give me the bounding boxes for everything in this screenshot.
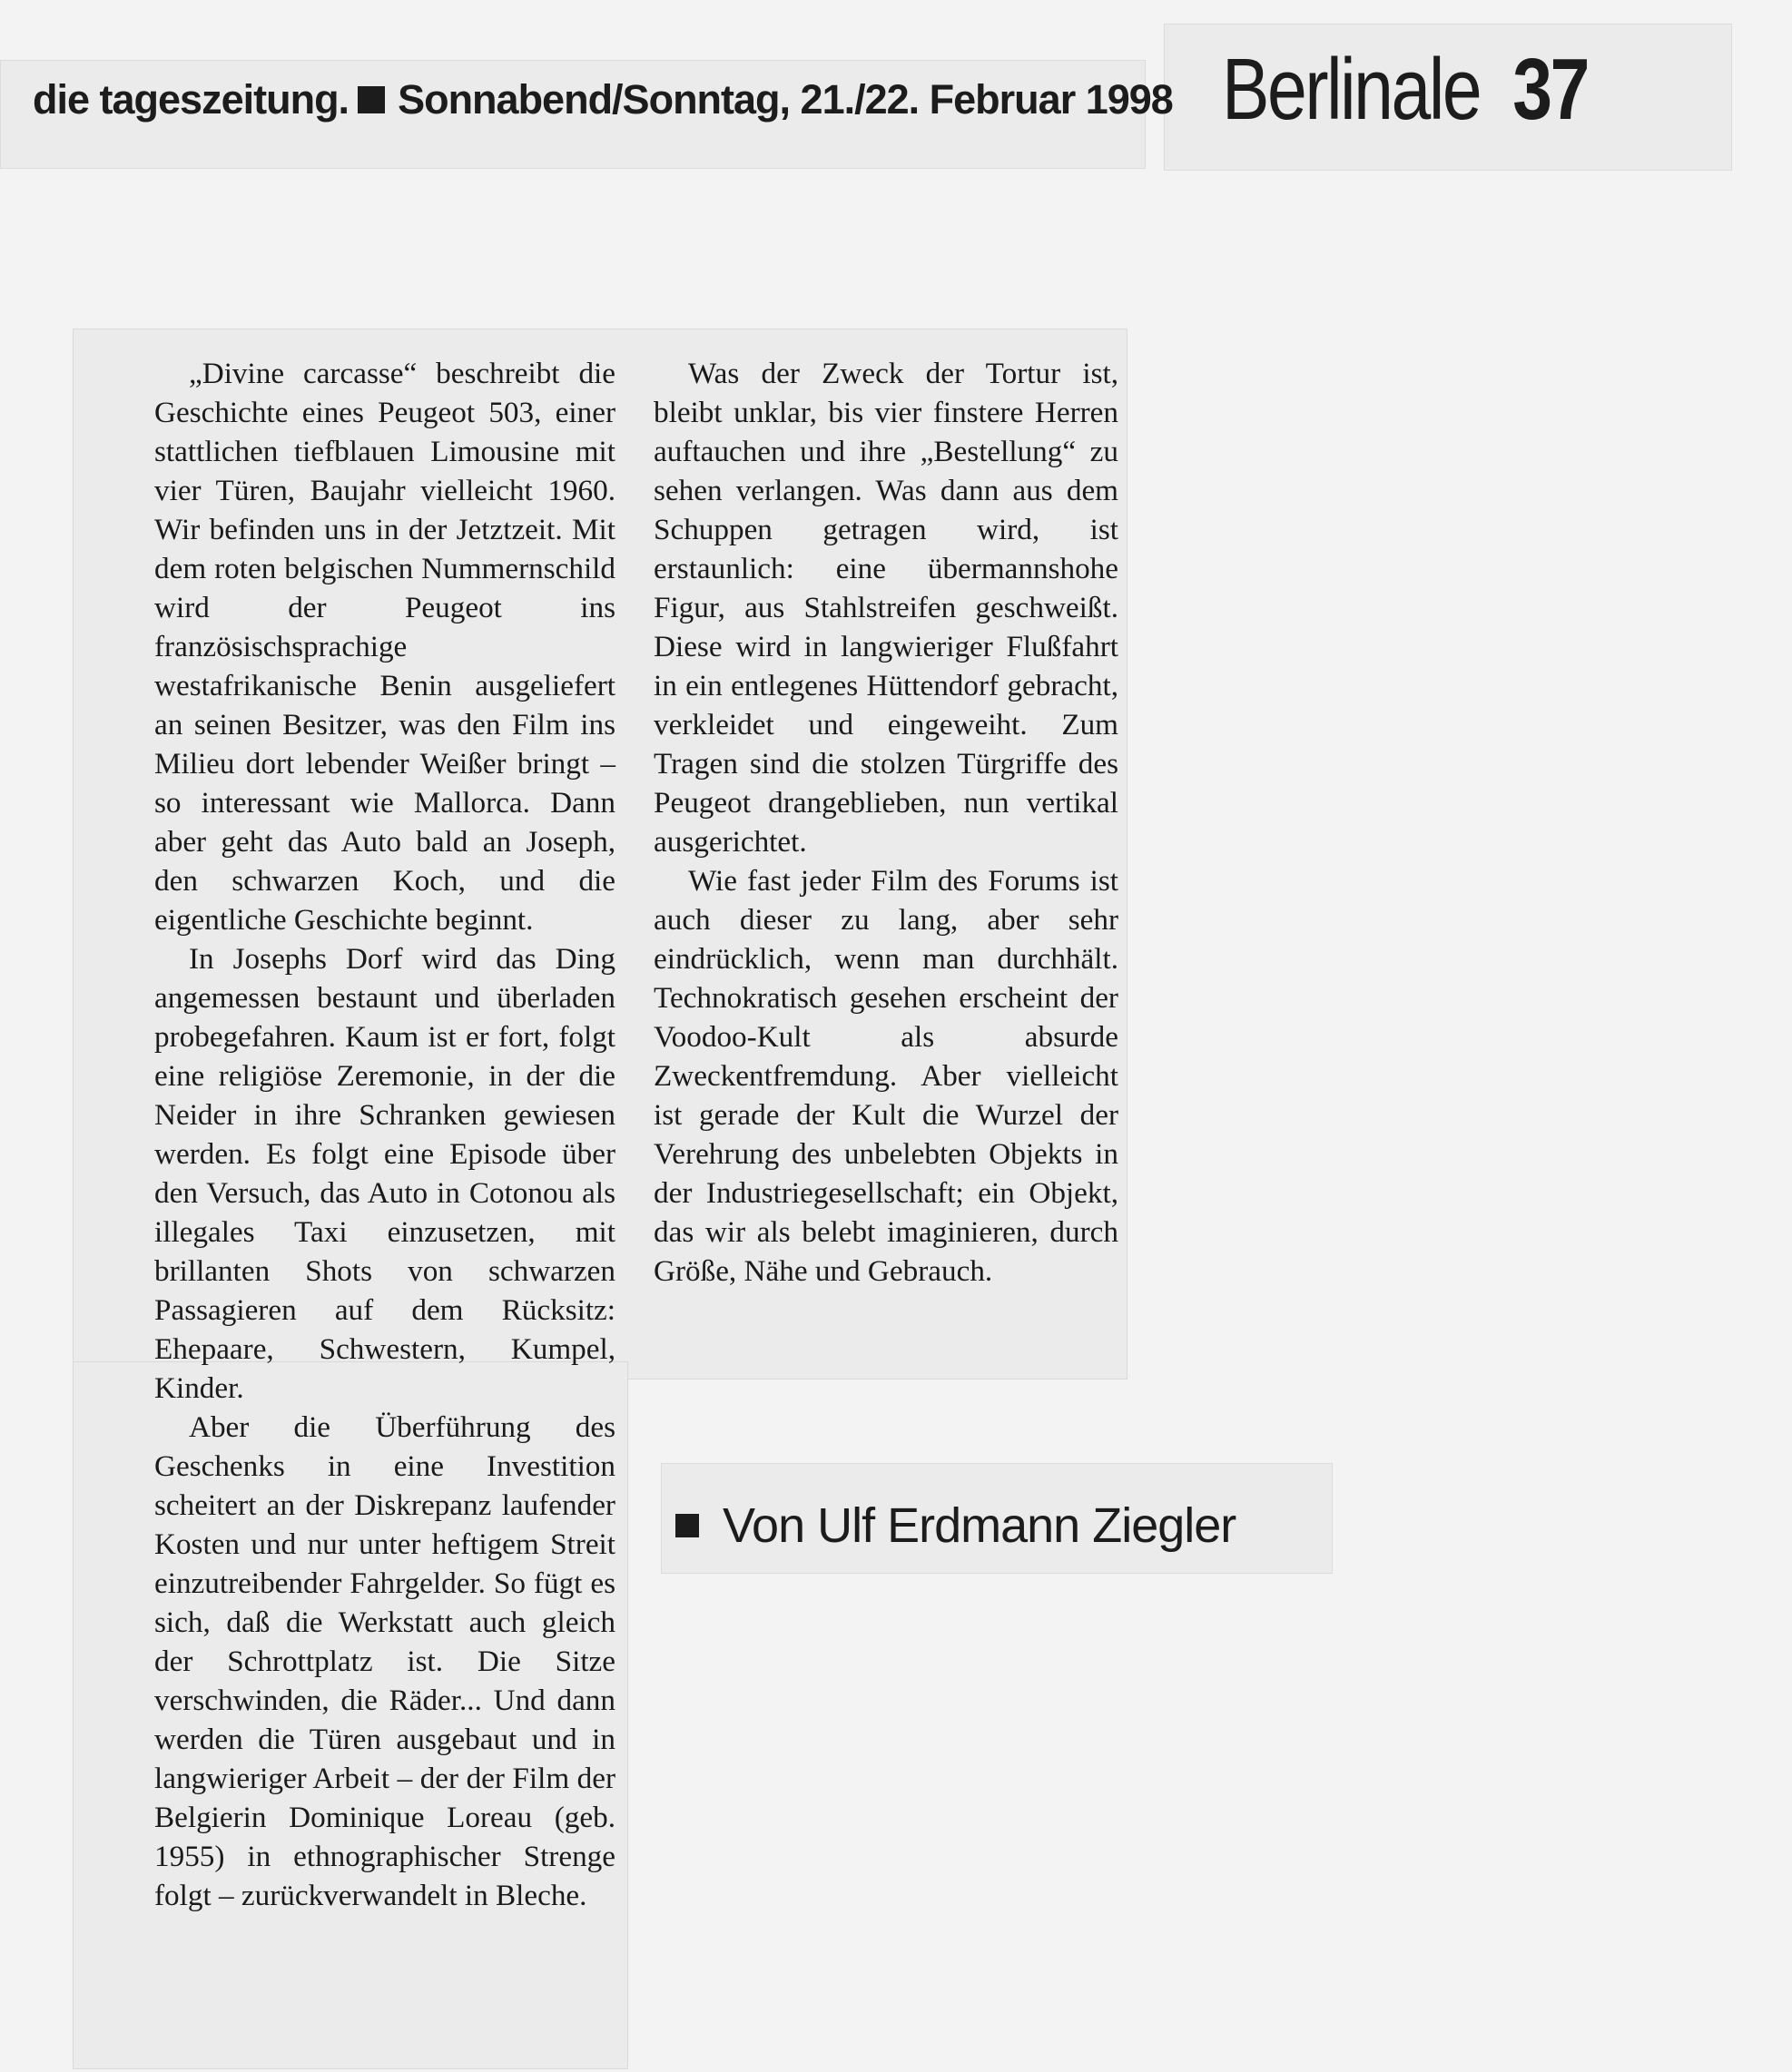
paragraph: In Josephs Dorf wird das Ding angemessen bestaunt und überladen probegefahren. Kaum ist er fort, folgt eine religiöse Zeremonie, in der die Neider in ihre Schranken gewiesen werden. Es folgt eine Episode über den Versuch, das Auto in Cotonou als illegales Taxi einzusetzen, mit brillanten Shots von schwarzen Passagieren auf dem Rücksitz: Ehepaare, Schwestern, Kumpel, Kinder. (154, 942, 615, 1405)
paragraph: Was der Zweck der Tortur ist, bleibt unklar, bis vier finstere Herren auftauchen und ihre „Bestellung“ zu sehen verlangen. Was dann aus dem Schuppen getragen wird, ist erstaunlich: eine übermannshohe Figur, aus Stahlstreifen geschweißt. Diese wird in langwieriger Flußfahrt in ein entlegenes Hüttendorf gebracht, verkleidet und eingeweiht. Zum Tragen sind die stolzen Türgriffe des Peugeot drangeblieben, nun vertikal ausgerichtet. (654, 357, 1118, 859)
masthead (33, 76, 1173, 123)
newspaper-name: die tageszeitung. (33, 76, 350, 123)
square-bullet-icon (358, 86, 385, 113)
page-number: 37 (1512, 41, 1588, 138)
section-header (1222, 40, 1588, 140)
paragraph: „Divine carcasse“ beschreibt die Geschichte eines Peugeot 503, einer stattlichen tiefblauen Limousine mit vier Türen, Baujahr vielleicht 1960. Wir befinden uns in der Jetztzeit. Mit dem roten belgischen Nummernschild wird der Peugeot ins französischsprachige westafrikanische Benin ausgeliefert an seinen Besitzer, was den Film ins Milieu dort lebender Weißer bringt – so interessant wie Mallorca. Dann aber geht das Auto bald an Joseph, den schwarzen Koch, und die eigentliche Geschichte beginnt. (154, 357, 615, 937)
section-title: Berlinale (1222, 41, 1481, 138)
author-name: Von Ulf Erdmann Ziegler (723, 1498, 1236, 1553)
square-bullet-icon (675, 1514, 699, 1537)
paragraph: Wie fast jeder Film des Forums ist auch dieser zu lang, aber sehr eindrücklich, wenn man durchhält. Technokratisch gesehen erscheint der Voodoo-Kult als absurde Zweckentfremdung. Aber vielleicht ist gerade der Kult die Wurzel der Verehrung des unbelebten Objekts in der Industriegesellschaft; ein Objekt, das wir als belebt imaginieren, durch Größe, Nähe und Gebrauch. (654, 864, 1118, 1288)
article-column-1 (154, 354, 615, 1915)
article-column-2 (654, 354, 1118, 1291)
issue-date: Sonnabend/Sonntag, 21./22. Februar 1998 (398, 76, 1173, 123)
paragraph: Aber die Überführung des Geschenks in eine Investition scheitert an der Diskrepanz laufender Kosten und nur unter heftigem Streit einzutreibender Fahrgelder. So fügt es sich, daß die Werkstatt auch gleich der Schrottplatz ist. Die Sitze verschwinden, die Räder... Und dann werden die Türen ausgebaut und in langwieriger Arbeit – der der Film der Belgierin Dominique Loreau (geb. 1955) in ethnographischer Strenge folgt – zurückverwandelt in Bleche. (154, 1410, 615, 1912)
byline (675, 1498, 1236, 1554)
